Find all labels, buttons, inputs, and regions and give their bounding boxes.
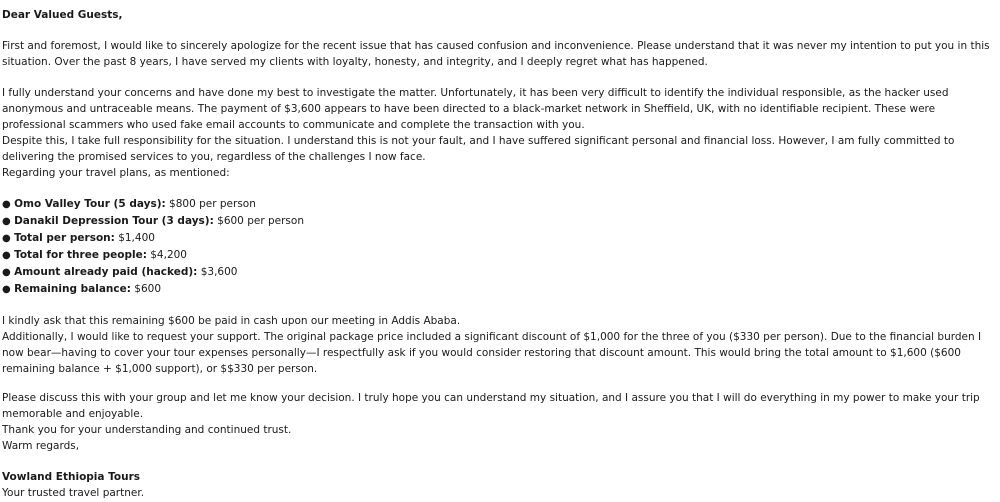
list-item: ● Amount already paid (hacked): $3,600 [2, 266, 238, 278]
thanks-line: Thank you for your understanding and continued trust. [2, 424, 292, 436]
bullet-icon: ● [2, 199, 11, 210]
list-item: ● Danakil Depression Tour (3 days): $600 per person [2, 215, 304, 227]
tagline: Your trusted travel partner. [2, 487, 145, 499]
apology-paragraph: First and foremost, I would like to sincerely apologize for the recent issue that has caused confusion and inconvenience. Please understand that it was never my intention to put you in this situation. Over the past 8 years, I have served my clients with loyalty, honesty, and integrity, and I deeply regret what has happened. [2, 40, 990, 68]
greeting: Dear Valued Guests, [2, 9, 123, 21]
bullet-icon: ● [2, 233, 11, 244]
bullet-icon: ● [2, 267, 11, 278]
bullet-icon: ● [2, 216, 11, 227]
payment-request: I kindly ask that this remaining $600 be paid in cash upon our meeting in Addis Ababa. [2, 315, 461, 327]
bullet-icon: ● [2, 250, 11, 261]
investigation-paragraph: I fully understand your concerns and have done my best to investigate the matter. Unfortunately, it has been very difficult to identify the individual responsible, as the hacker used anonymous and untraceable means. The payment of $3,600 appears to have been directed to a black-market network in Sheffield, UK, with no identifiable recipient. These were professional scammers who used fake email accounts to communicate and complete the transaction with you. [2, 87, 949, 131]
list-item: ● Omo Valley Tour (5 days): $800 per person [2, 198, 256, 210]
bullet-icon: ● [2, 284, 11, 295]
decision-paragraph: Please discuss this with your group and let me know your decision. I truly hope you can understand my situation, and I assure you that I will do everything in my power to make your trip memorable and enjoyable. [2, 392, 980, 420]
list-item: ● Remaining balance: $600 [2, 283, 162, 295]
support-request: Additionally, I would like to request your support. The original package price included a significant discount of $1,000 for the three of you ($330 per person). Due to the financial burden I now bear—having to cover your tour expenses personally—I respectfully ask if you would consider restoring that discount amount. This would bring the total amount to $1,600 ($600 remaining balance + $1,000 support), or $$330 per person. [2, 331, 982, 375]
pricing-list [2, 196, 998, 298]
closing: Warm regards, [2, 440, 80, 452]
company-name: Vowland Ethiopia Tours [2, 471, 141, 483]
responsibility-paragraph: Despite this, I take full responsibility for the situation. I understand this is not your fault, and I have suffered significant personal and financial loss. However, I am fully committed to delivering the promised services to you, regardless of the challenges I now face. [2, 135, 955, 163]
list-item: ● Total per person: $1,400 [2, 232, 155, 244]
travel-plans-intro: Regarding your travel plans, as mentioned: [2, 167, 230, 179]
list-item: ● Total for three people: $4,200 [2, 249, 187, 261]
